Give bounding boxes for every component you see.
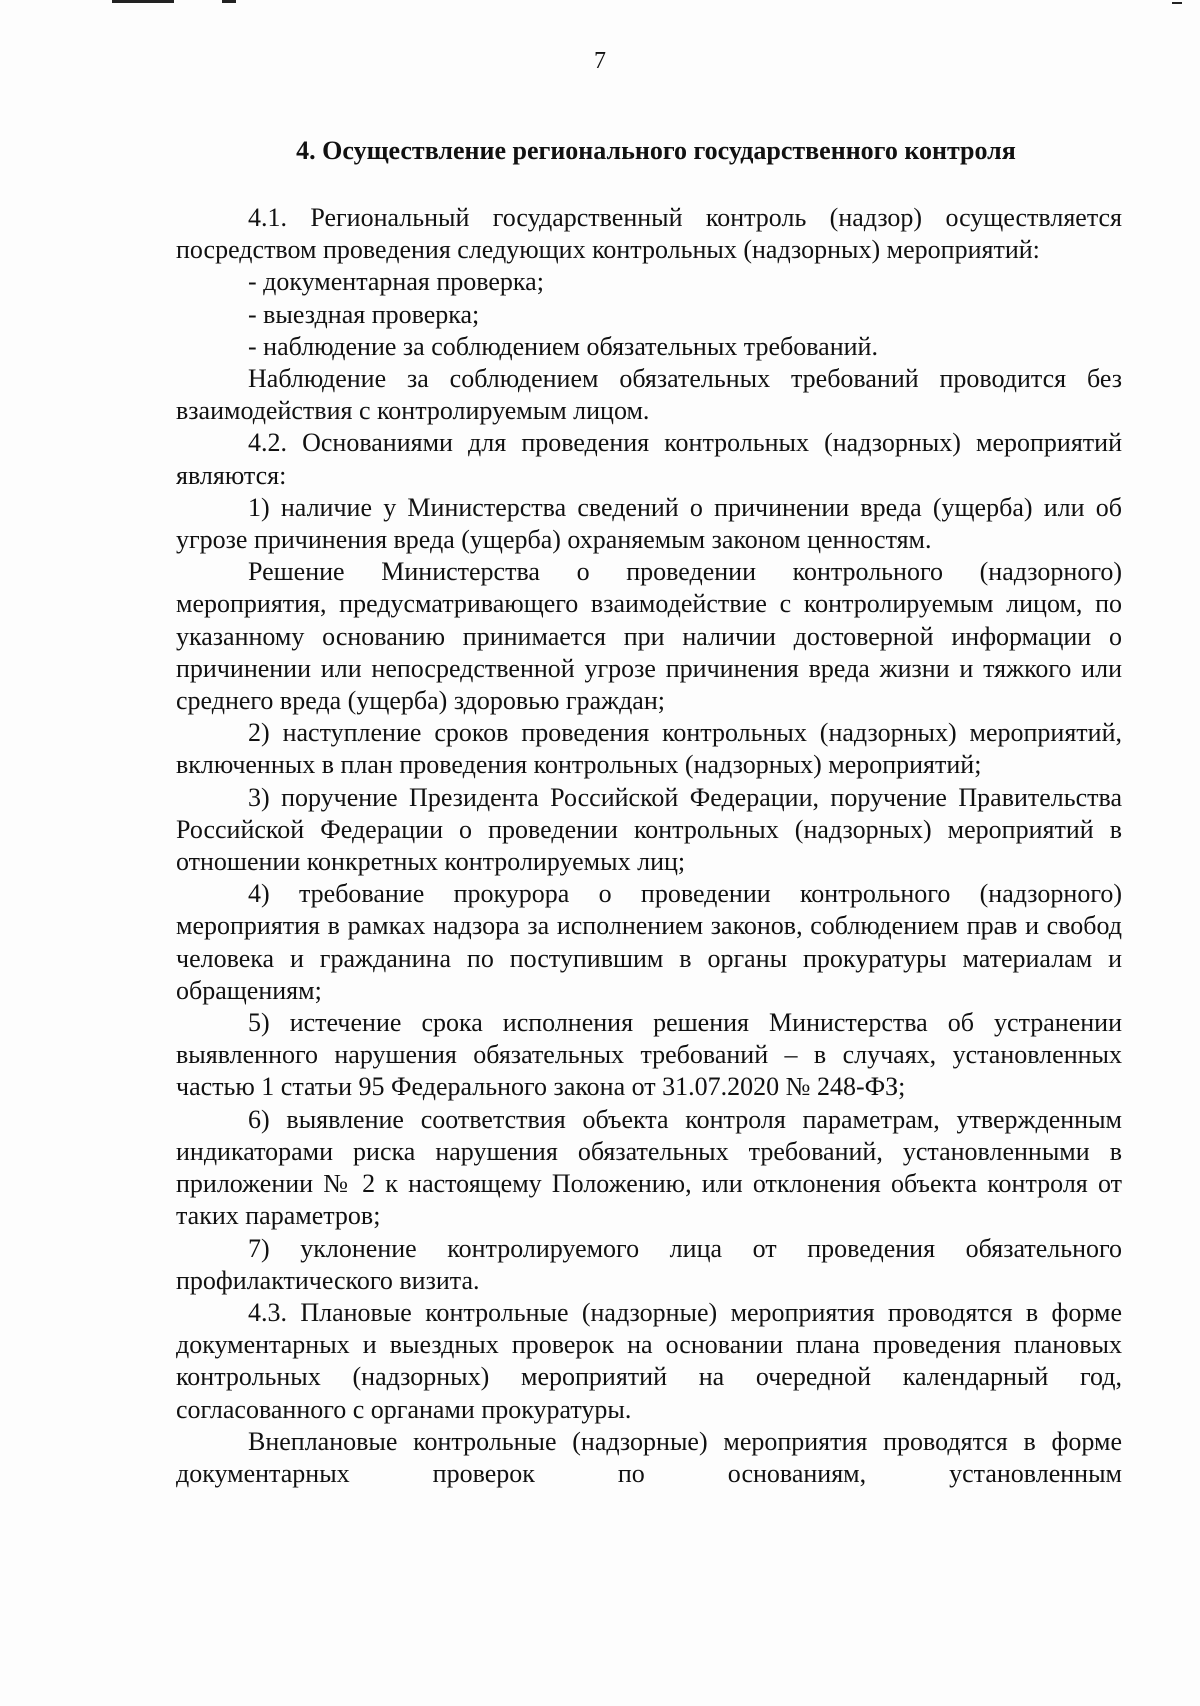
list-item: - наблюдение за соблюдением обязательных требований. bbox=[248, 331, 878, 361]
paragraph: 4.2. Основаниями для проведения контрольных (надзорных) мероприятий являются: bbox=[176, 428, 1122, 490]
section-heading: 4. Осуществление регионального государственного контроля bbox=[296, 136, 1016, 165]
paragraph: Внеплановые контрольные (надзорные) мероприятия проводятся в форме документарных проверок по основаниям, установленным bbox=[176, 1426, 1122, 1488]
list-item: - документарная проверка; bbox=[248, 267, 544, 297]
list-item: - выездная проверка; bbox=[248, 299, 480, 329]
paragraph: 4.3. Плановые контрольные (надзорные) мероприятия проводятся в форме документарных и выездных проверок на основании плана проведения плановых контрольных (надзорных) мероприятий на очередной календарный год, согласованного с органами прокуратуры. bbox=[176, 1297, 1122, 1424]
scan-artifact bbox=[112, 0, 174, 3]
scan-artifact bbox=[1172, 2, 1182, 4]
numbered-item: 3) поручение Президента Российской Федерации, поручение Правительства Российской Федерации о проведении контрольных (надзорных) мероприятий в отношении конкретных контролируемых лиц; bbox=[176, 782, 1122, 877]
numbered-item: 4) требование прокурора о проведении контрольного (надзорного) мероприятия в рамках надзора за исполнением законов, соблюдением прав и свобод человека и гражданина по поступившим в органы прокуратуры материалам и обращениям; bbox=[176, 879, 1122, 1005]
page-number: 7 bbox=[594, 48, 606, 74]
numbered-item: 6) выявление соответствия объекта контроля параметрам, утвержденным индикаторами риска нарушения обязательных требований, установленными в приложении № 2 к настоящему Положению, или отклонения объекта контроля от таких параметров; bbox=[176, 1104, 1122, 1231]
numbered-item: 1) наличие у Министерства сведений о причинении вреда (ущерба) или об угрозе причинения вреда (ущерба) охраняемым законом ценностям. bbox=[176, 492, 1122, 555]
paragraph: Решение Министерства о проведении контрольного (надзорного) мероприятия, предусматривающего взаимодействие с контролируемым лицом, по указанному основанию принимается при наличии достоверной информации о причинении или непосредственной угрозе причинения вреда жизни и тяжкого или среднего вреда (ущерба) здоровью граждан; bbox=[176, 557, 1122, 716]
paragraph: Наблюдение за соблюдением обязательных требований проводится без взаимодействия с контролируемым лицом. bbox=[176, 364, 1122, 426]
paragraph: 4.1. Региональный государственный контроль (надзор) осуществляется посредством проведения следующих контрольных (надзорных) мероприятий: bbox=[176, 203, 1122, 265]
numbered-item: 2) наступление сроков проведения контрольных (надзорных) мероприятий, включенных в план проведения контрольных (надзорных) мероприятий; bbox=[176, 718, 1122, 780]
numbered-item: 7) уклонение контролируемого лица от проведения обязательного профилактического визита. bbox=[176, 1233, 1122, 1295]
scan-artifact bbox=[222, 0, 236, 3]
document-body bbox=[176, 202, 1122, 1490]
numbered-item: 5) истечение срока исполнения решения Министерства об устранении выявленного нарушения обязательных требований – в случаях, установленных частью 1 статьи 95 Федерального закона от 31.07.2020 № 248-ФЗ; bbox=[176, 1008, 1122, 1102]
